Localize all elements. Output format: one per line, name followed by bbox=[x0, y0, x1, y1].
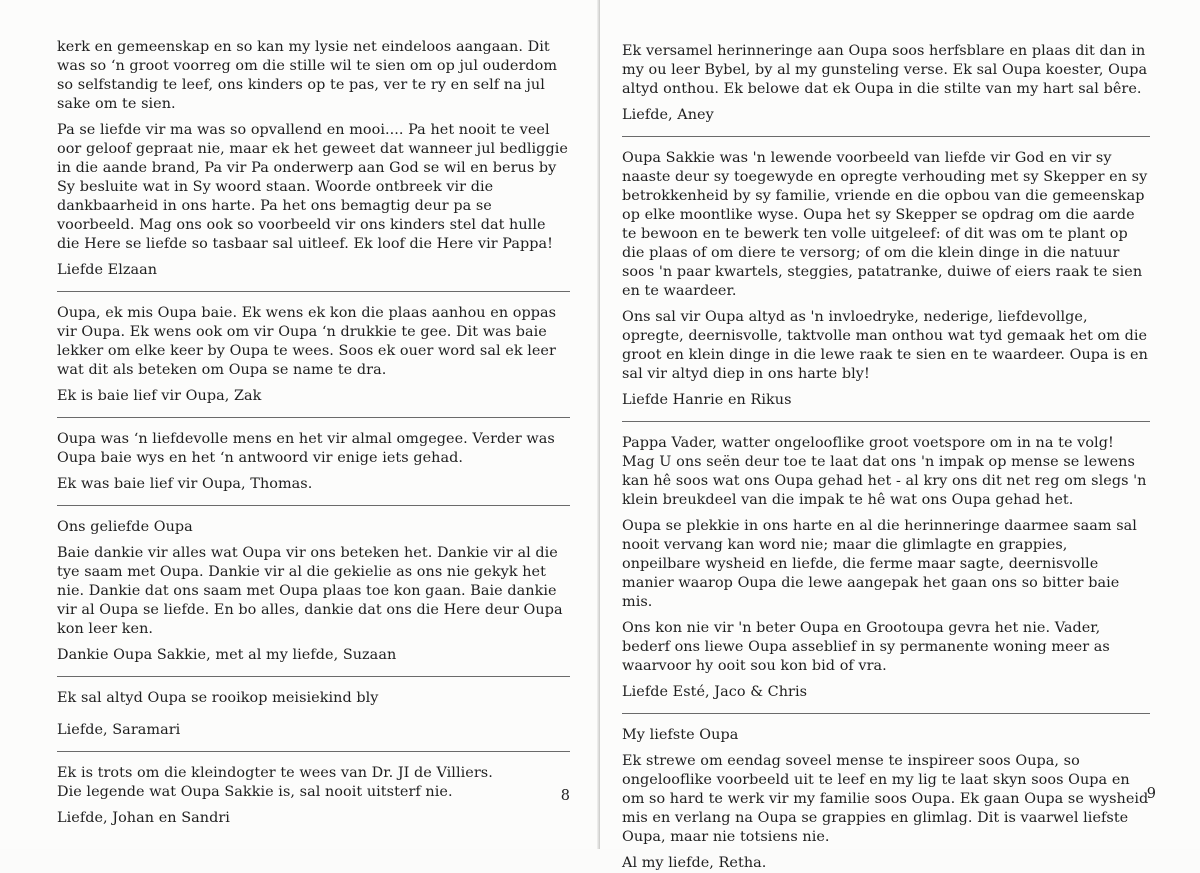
signature: Ek was baie lief vir Oupa, Thomas. bbox=[57, 476, 313, 492]
paragraph: Ons sal vir Oupa altyd as 'n invloedryke, nederige, liefdevollge, opregte, deernisvolle, taktvolle man onthou wat tyd gemaak het om die groot en klein dinge in die lewe raak te sien en te waardeer. Oupa is en sal vir altyd diep in ons harte bly! bbox=[622, 309, 1148, 382]
divider bbox=[622, 136, 1150, 137]
tribute-entry-johan-sandri bbox=[57, 764, 570, 828]
signature: Liefde, Johan en Sandri bbox=[57, 810, 230, 826]
signature: Al my liefde, Retha. bbox=[622, 855, 767, 871]
paragraph: Pappa Vader, watter ongelooflike groot voetspore om in na te volg! Mag U ons seën deur toe te laat dat ons 'n impak op mense se lewens kan hê soos wat ons Oupa gehad het - al kry ons dit net reg om slegs 'n klein breukdeel van die impak te hê wat ons Oupa gehad het. bbox=[622, 435, 1147, 508]
paragraph: Oupa, ek mis Oupa baie. Ek wens ek kon die plaas aanhou en oppas vir Oupa. Ek wens ook om vir Oupa ‘n drukkie te gee. Dit was baie lekker om elke keer by Oupa te wees. Soos ek ouer word sal ek leer wat dit als beteken om Oupa se name te dra. bbox=[57, 305, 557, 378]
entry-heading: Ons geliefde Oupa bbox=[57, 519, 193, 535]
page-number: 8 bbox=[560, 788, 570, 804]
tribute-entry-zak bbox=[57, 304, 570, 406]
paragraph: kerk en gemeenskap en so kan my lysie net eindeloos aangaan. Dit was so ‘n groot voorreg om die stille wil te sien om op jul ouderdom so selfstandig te leef, ons kinders op te pas, ver te ry en self na jul sake om te sien. bbox=[57, 39, 558, 112]
right-page bbox=[600, 0, 1200, 871]
divider bbox=[57, 291, 570, 292]
divider bbox=[57, 417, 570, 418]
tribute-entry-este-jaco-chris bbox=[622, 434, 1150, 702]
signature: Liefde Hanrie en Rikus bbox=[622, 392, 792, 408]
paragraph: Oupa was ‘n liefdevolle mens en het vir almal omgegee. Verder was Oupa baie wys en het ‘n antwoord vir enige iets gehad. bbox=[57, 431, 555, 466]
tribute-entry-thomas bbox=[57, 430, 570, 494]
tribute-entry-aney bbox=[622, 42, 1150, 125]
paragraph: Oupa Sakkie was 'n lewende voorbeeld van liefde vir God en vir sy naaste deur sy toegewyde en opregte verhouding met sy Skepper en sy betrokkenheid by sy familie, vriende en die opbou van die gemeenskap op elke moontlike wyse. Oupa het sy Skepper se opdrag om die aarde te bewoon en te bewerk ten volle uitgeleef: of dit was om te plant op die plaas of om diere te versorg; of om die klein dinge in die natuur soos 'n paar kwartels, steggies, patatranke, duiwe of eiers raak te sien en te waardeer. bbox=[622, 150, 1148, 299]
page-number: 9 bbox=[1146, 786, 1156, 802]
entry-heading: My liefste Oupa bbox=[622, 727, 739, 743]
paragraph: Oupa se plekkie in ons harte en al die herinneringe daarmee saam sal nooit vervang kan word nie; maar die glimlagte en grappies, onpeilbare wysheid en liefde, die ferme maar sagte, deernisvolle manier waarop Oupa die lewe aangepak het gaan ons so bitter baie mis. bbox=[622, 518, 1137, 610]
paragraph: Ek versamel herinneringe aan Oupa soos herfsblare en plaas dit dan in my ou leer Bybel, by al my gunsteling verse. Ek sal Oupa koester, Oupa altyd onthou. Ek belowe dat ek Oupa in die stilte van my hart sal bêre. bbox=[622, 43, 1148, 97]
signature: Liefde, Aney bbox=[622, 107, 714, 123]
tribute-entry-retha bbox=[622, 726, 1150, 873]
paragraph: Ek strewe om eendag soveel mense te inspireer soos Oupa, so ongelooflike voorbeeld uit te leef en my lig te laat skyn soos Oupa en om so hard te werk vir my familie soos Oupa. Ek gaan Oupa se wysheid mis en verlang na Oupa se grappies en glimlag. Dit is vaarwel liefste Oupa, maar nie totsiens nie. bbox=[622, 753, 1149, 845]
signature: Liefde, Saramari bbox=[57, 722, 181, 738]
divider bbox=[622, 421, 1150, 422]
paragraph: Ek is trots om die kleindogter te wees van Dr. JI de Villiers. Die legende wat Oupa Sakkie is, sal nooit uitsterf nie. bbox=[57, 765, 493, 800]
signature: Liefde Esté, Jaco & Chris bbox=[622, 684, 808, 700]
divider bbox=[57, 751, 570, 752]
signature: Dankie Oupa Sakkie, met al my liefde, Suzaan bbox=[57, 647, 397, 663]
left-page bbox=[0, 0, 600, 849]
paragraph: Baie dankie vir alles wat Oupa vir ons beteken het. Dankie vir al die tye saam met Oupa. Dankie vir al die gekielie as ons nie gekyk het nie. Dankie dat ons saam met Oupa plaas toe kon gaan. Baie dankie vir al Oupa se liefde. En bo alles, dankie dat ons die Here deur Oupa kon leer ken. bbox=[57, 545, 563, 637]
signature: Ek is baie lief vir Oupa, Zak bbox=[57, 388, 262, 404]
divider bbox=[57, 505, 570, 506]
divider bbox=[622, 713, 1150, 714]
tribute-entry-saramari bbox=[57, 689, 570, 740]
signature: Liefde Elzaan bbox=[57, 262, 158, 278]
paragraph: Ek sal altyd Oupa se rooikop meisiekind bly bbox=[57, 690, 379, 706]
paragraph: Pa se liefde vir ma was so opvallend en mooi.... Pa het nooit te veel oor geloof gepraat nie, maar ek het geweet dat wanneer jul bedliggie in die aande brand, Pa vir Pa onderwerp aan God se wil en berus by Sy besluite wat in Sy woord staan. Woorde ontbreek vir die dankbaarheid in ons harte. Pa het ons bemagtig deur pa se voorbeeld. Mag ons ook so voorbeeld vir ons kinders stel dat hulle die Here se liefde so tasbaar sal uitleef. Ek loof die Here vir Pappa! bbox=[57, 122, 568, 252]
tribute-entry-suzaan bbox=[57, 518, 570, 665]
divider bbox=[57, 676, 570, 677]
tribute-entry-hanrie-rikus bbox=[622, 149, 1150, 410]
tribute-entry-elzaan bbox=[57, 38, 570, 280]
paragraph: Ons kon nie vir 'n beter Oupa en Grootoupa gevra het nie. Vader, bederf ons liewe Oupa asseblief in sy permanente woning meer as waarvoor hy ooit sou kon bid of vra. bbox=[622, 620, 1110, 674]
